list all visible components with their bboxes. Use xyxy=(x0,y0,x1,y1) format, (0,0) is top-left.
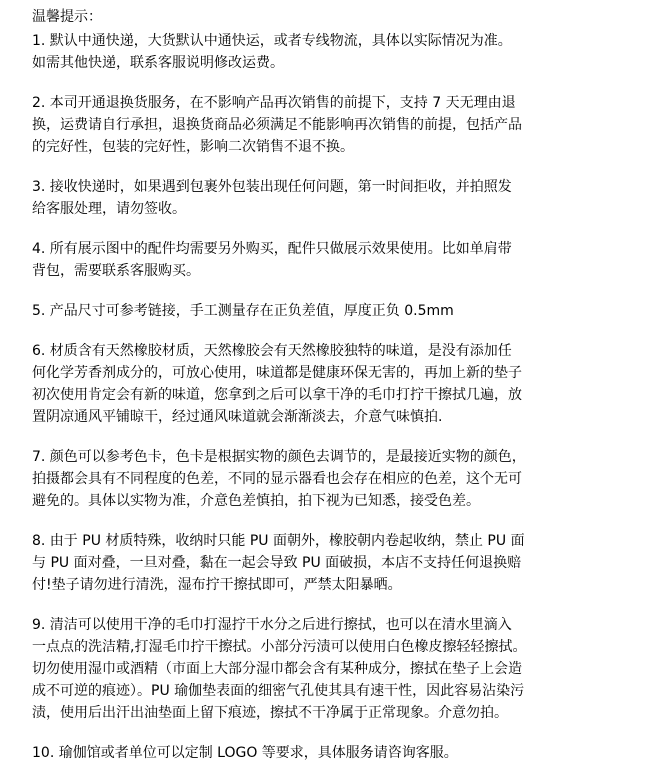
notice-item xyxy=(32,446,630,512)
notice-item xyxy=(32,92,630,158)
notice-line: 付!垫子请勿进行清洗，湿布拧干擦拭即可，严禁太阳暴晒。 xyxy=(32,577,402,593)
notice-item xyxy=(32,614,630,724)
notice-item xyxy=(32,742,630,764)
notice-line: 置阴凉通风平铺晾干，经过通风味道就会渐渐淡去，介意气味慎拍. xyxy=(32,409,443,425)
notice-item xyxy=(32,30,630,74)
notice-title: 温馨提示： xyxy=(32,9,102,25)
notice-line: 初次使用肯定会有新的味道，您拿到之后可以拿干净的毛巾打拧干擦拭几遍，放 xyxy=(32,387,522,403)
notice-line: 6. 材质含有天然橡胶材质，天然橡胶会有天然橡胶独特的味道，是没有添加任 xyxy=(32,343,512,359)
notice-line: 1. 默认中通快递，大货默认中通快运，或者专线物流，具体以实际情况为准。 xyxy=(32,33,512,49)
notice-line: 换，运费请自行承担，退换货商品必须满足不能影响再次销售的前提，包括产品 xyxy=(32,117,522,133)
notice-line: 渍，使用后出汗出油垫面上留下痕迹，擦拭不干净属于正常现象。介意勿拍。 xyxy=(32,705,508,721)
notice-line: 拍摄都会具有不同程度的色差，不同的显示器看也会存在相应的色差，这个无可 xyxy=(32,471,522,487)
notice-line: 的完好性，包装的完好性，影响二次销售不退不换。 xyxy=(32,139,354,155)
notice-line: 9. 清洁可以使用干净的毛巾打湿拧干水分之后进行擦拭，也可以在清水里滴入 xyxy=(32,617,512,633)
notice-line: 如需其他快递，联系客服说明修改运费。 xyxy=(32,55,284,71)
notice-line: 与 PU 面对叠，一旦对叠，黏在一起会导致 PU 面破损，本店不支持任何退换赔 xyxy=(32,555,522,571)
notice-line: 5. 产品尺寸可参考链接，手工测量存在正负差值，厚度正负 0.5mm xyxy=(32,303,454,319)
notice-item xyxy=(32,238,630,282)
notice-line: 3. 接收快递时，如果遇到包裹外包装出现任何问题，第一时间拒收，并拍照发 xyxy=(32,179,512,195)
notice-item xyxy=(32,176,630,220)
notice-line: 切勿使用湿巾或酒精（市面上大部分湿巾都会含有某种成分，擦拭在垫子上会造 xyxy=(32,661,522,677)
notice-line: 成不可逆的痕迹）。PU 瑜伽垫表面的细密气孔使其具有速干性，因此容易沾染污 xyxy=(32,683,525,699)
notice-line: 8. 由于 PU 材质特殊，收纳时只能 PU 面朝外，橡胶朝内卷起收纳，禁止 PU 面 xyxy=(32,533,525,549)
notice-list xyxy=(32,30,630,764)
notice-line: 给客服处理，请勿签收。 xyxy=(32,201,186,217)
notice-item xyxy=(32,300,630,322)
notice-item xyxy=(32,340,630,428)
notice-line: 避免的。具体以实物为准，介意色差慎拍，拍下视为已知悉，接受色差。 xyxy=(32,493,480,509)
notice-line: 10. 瑜伽馆或者单位可以定制 LOGO 等要求，具体服务请咨询客服。 xyxy=(32,745,458,761)
notice-line: 背包，需要联系客服购买。 xyxy=(32,263,200,279)
notice-line: 何化学芳香剂成分的，可放心使用，味道都是健康环保无害的，再加上新的垫子 xyxy=(32,365,522,381)
notice-line: 4. 所有展示图中的配件均需要另外购买，配件只做展示效果使用。比如单肩带 xyxy=(32,241,512,257)
notice-line: 2. 本司开通退换货服务，在不影响产品再次销售的前提下，支持 7 天无理由退 xyxy=(32,95,516,111)
notice-line: 7. 颜色可以参考色卡，色卡是根据实物的颜色去调节的，是最接近实物的颜色， xyxy=(32,449,526,465)
notice-item xyxy=(32,530,630,596)
notice-line: 一点点的洗洁精,打湿毛巾拧干擦拭。小部分污渍可以使用白色橡皮擦轻轻擦拭。 xyxy=(32,639,527,655)
